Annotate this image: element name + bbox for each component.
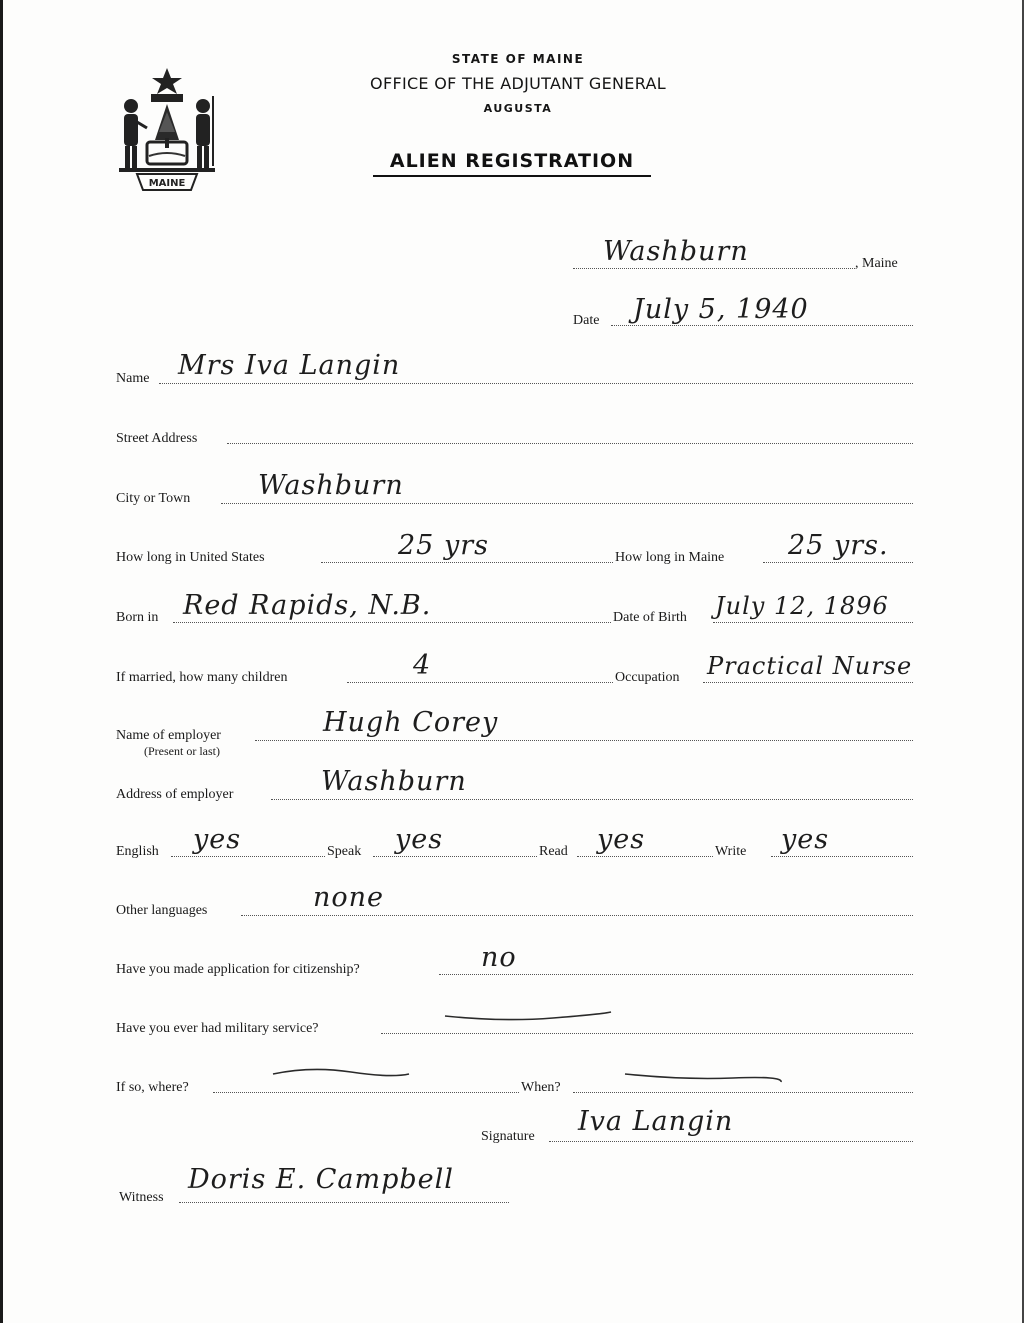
- date-line: [611, 325, 913, 326]
- english-line: [171, 856, 325, 857]
- employer-address-value: Washburn: [321, 766, 467, 797]
- military-line: [381, 1033, 913, 1034]
- header-city: AUGUSTA: [483, 102, 553, 115]
- citizenship-value: no: [481, 942, 517, 973]
- english-label: English: [116, 844, 159, 859]
- employer-note: (Present or last): [144, 744, 220, 758]
- city-label: City or Town: [116, 491, 191, 506]
- signature-label: Signature: [481, 1129, 535, 1144]
- city-value: Washburn: [258, 470, 404, 501]
- how-long-maine-label: How long in Maine: [615, 550, 725, 565]
- english-value: yes: [193, 824, 242, 855]
- witness-label: Witness: [119, 1190, 164, 1205]
- town-value: Washburn: [603, 236, 749, 267]
- military-label: Have you ever had military service?: [116, 1021, 319, 1036]
- children-line: [347, 682, 613, 683]
- where-label: If so, where?: [116, 1080, 189, 1095]
- name-label: Name: [116, 371, 150, 386]
- header-office: OFFICE OF THE ADJUTANT GENERAL: [370, 74, 666, 93]
- born-in-line: [173, 622, 611, 623]
- how-long-us-label: How long in United States: [116, 550, 265, 565]
- occupation-label: Occupation: [615, 670, 680, 685]
- seal-text: MAINE: [148, 178, 186, 189]
- signature-line: [549, 1141, 913, 1142]
- date-value: July 5, 1940: [633, 294, 809, 325]
- date-of-birth-line: [713, 622, 913, 623]
- read-value: yes: [597, 824, 646, 855]
- form-title: ALIEN REGISTRATION: [373, 150, 651, 177]
- read-label: Read: [539, 844, 568, 859]
- how-long-us-line: [321, 562, 613, 563]
- employer-label: Name of employer: [116, 728, 221, 743]
- other-languages-value: none: [313, 882, 385, 913]
- town-line: [573, 268, 855, 269]
- born-in-value: Red Rapids, N.B.: [183, 590, 432, 621]
- how-long-maine-value: 25 yrs.: [788, 530, 889, 561]
- read-line: [577, 856, 713, 857]
- maine-label: , Maine: [855, 256, 898, 271]
- where-line: [213, 1092, 519, 1093]
- occupation-line: [703, 682, 913, 683]
- header-state: STATE OF MAINE: [451, 52, 585, 66]
- maine-state-seal-icon: [115, 66, 219, 192]
- speak-value: yes: [395, 824, 444, 855]
- occupation-value: Practical Nurse: [707, 652, 913, 680]
- other-languages-line: [241, 915, 913, 916]
- write-line: [771, 856, 913, 857]
- military-dash-mark: [443, 1006, 613, 1026]
- date-of-birth-label: Date of Birth: [613, 610, 687, 625]
- street-line: [227, 443, 913, 444]
- write-label: Write: [715, 844, 747, 859]
- witness-line: [179, 1202, 509, 1203]
- how-long-us-value: 25 yrs: [398, 530, 489, 561]
- where-dash-mark: [271, 1062, 411, 1082]
- date-label: Date: [573, 313, 600, 328]
- employer-address-line: [271, 799, 913, 800]
- children-value: 4: [413, 650, 432, 681]
- street-label: Street Address: [116, 431, 198, 446]
- other-languages-label: Other languages: [116, 903, 208, 918]
- employer-line: [255, 740, 913, 741]
- name-value: Mrs Iva Langin: [178, 350, 401, 381]
- witness-value: Doris E. Campbell: [188, 1164, 454, 1195]
- speak-label: Speak: [327, 844, 362, 859]
- children-label: If married, how many children: [116, 670, 288, 685]
- when-label: When?: [521, 1080, 561, 1095]
- employer-value: Hugh Corey: [323, 707, 499, 738]
- city-line: [221, 503, 913, 504]
- name-line: [159, 383, 913, 384]
- date-of-birth-value: July 12, 1896: [715, 592, 889, 620]
- citizenship-line: [439, 974, 913, 975]
- when-dash-mark: [623, 1068, 783, 1088]
- signature-value: Iva Langin: [578, 1106, 734, 1137]
- citizenship-label: Have you made application for citizenship?: [116, 962, 360, 977]
- how-long-maine-line: [763, 562, 913, 563]
- born-in-label: Born in: [116, 610, 159, 625]
- when-line: [573, 1092, 913, 1093]
- employer-address-label: Address of employer: [116, 787, 234, 802]
- write-value: yes: [781, 824, 830, 855]
- speak-line: [373, 856, 537, 857]
